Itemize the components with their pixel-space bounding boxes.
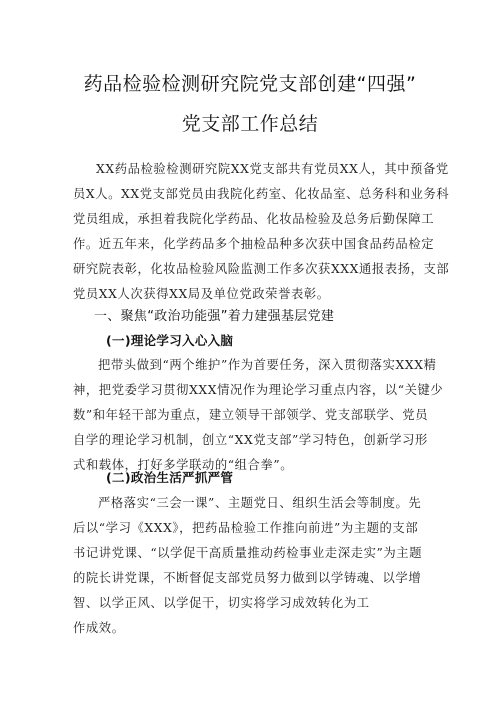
intro-line: 员X人。XX党支部党员由我院化药室、化妆品室、总务科和业务科 (73, 187, 450, 201)
intro-line: 研究院表彰，化妆品检验风险监测工作多次获XXX通报表扬，支部 (73, 262, 450, 276)
body-line: 的院长讲党课，不断督促支部党员努力做到以学铸魂、以学增 (73, 571, 422, 585)
document-title-line1: 药品检验检测研究院党支部创建“四强” (83, 73, 417, 95)
intro-line: 作。近五年来，化学药品多个抽检品种多次获中国食品药品检定 (73, 237, 435, 251)
intro-line: 党员XX人次获得XX局及单位党政荣誉表彰。 (73, 287, 330, 301)
document-title-line2: 党支部工作总结 (181, 113, 319, 135)
body-line: 把带头做到“两个维护”作为首要任务，深入贯彻落实XXX精 (98, 358, 437, 372)
section-heading: 一、聚焦“政治功能强”着力建强基层党建 (94, 309, 335, 324)
body-line: 式和载体，打好多学联动的“组合拳”。 (73, 458, 294, 472)
subsection-heading: (二)政治生活严抓严管 (106, 470, 234, 485)
body-line: 严格落实“三会一课”、主题党日、组织生活会等制度。先 (98, 496, 422, 510)
body-line: 自学的理论学习机制，创立“XX党支部”学习特色，创新学习形 (73, 433, 428, 447)
body-line: 书记讲党课、“以学促干高质量推动药检事业走深走实”为主题 (73, 546, 423, 560)
intro-line: XX药品检验检测研究院XX党支部共有党员XX人，其中预备党 (96, 162, 449, 176)
body-line: 数”和年轻干部为重点，建立领导干部领学、党支部联学、党员 (73, 408, 429, 422)
body-line: 神，把党委学习贯彻XXX情况作为理论学习重点内容，以“关键少 (73, 383, 444, 397)
body-line: 作成效。 (73, 621, 125, 635)
body-line: 后以“学习《XXX》，把药品检验工作推向前进”为主题的支部 (73, 521, 419, 535)
body-line: 智、以学正风、以学促干，切实将学习成效转化为工 (73, 596, 370, 610)
intro-line: 党员组成，承担着我院化学药品、化妆品检验及总务后勤保障工 (73, 212, 435, 226)
subsection-heading: (一)理论学习入心入脑 (106, 333, 234, 348)
